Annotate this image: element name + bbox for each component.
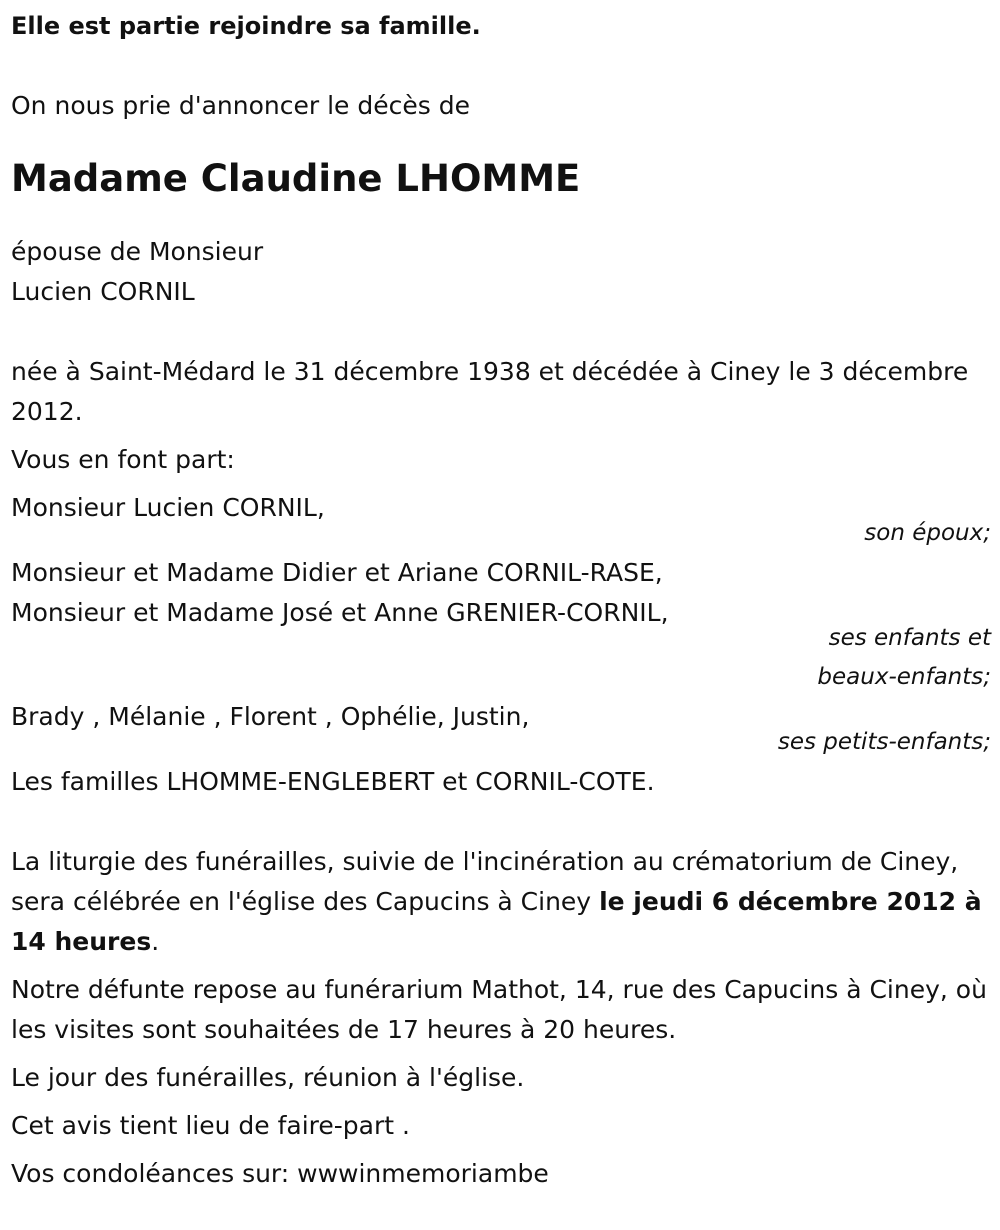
funeral-date: le jeudi 6 décembre 2012 à 14 heures bbox=[11, 887, 982, 956]
family-grandchildren-entry bbox=[11, 697, 991, 762]
funeral-text-before: La liturgie des funérailles, suivie de l'incinération au crématorium de Ciney, sera célébrée en l'église des Capucins à Ciney bbox=[11, 847, 959, 916]
viewing-text: Notre défunte repose au funérarium Mathot, 14, rue des Capucins à Ciney, où les visites sont souhaitées de 17 heures à 20 heures. bbox=[11, 975, 987, 1044]
family-spouse-name: Monsieur Lucien CORNIL, bbox=[11, 493, 325, 522]
family-grandchildren-names: Brady , Mélanie , Florent , Ophélie, Justin, bbox=[11, 702, 530, 731]
family-grandchildren-role: ses petits-enfants; bbox=[777, 729, 991, 755]
family-spouse-role: son époux; bbox=[864, 520, 991, 546]
intro-text: On nous prie d'annoncer le décès de bbox=[11, 91, 470, 120]
condolences-text: Vos condoléances sur: wwwinmemoriambe bbox=[11, 1159, 549, 1188]
spouse-line-1: épouse de Monsieur bbox=[11, 237, 264, 266]
family-other-families: Les familles LHOMME-ENGLEBERT et CORNIL-COTE. bbox=[11, 767, 655, 796]
headline: Elle est partie rejoindre sa famille. bbox=[11, 12, 481, 40]
family-children-line-1: Monsieur et Madame Didier et Ariane CORNIL-RASE, bbox=[11, 558, 663, 587]
spouse-line-2: Lucien CORNIL bbox=[11, 277, 195, 306]
meeting-text: Le jour des funérailles, réunion à l'église. bbox=[11, 1063, 525, 1092]
family-children-role-line-1: ses enfants et bbox=[828, 625, 991, 651]
funeral-text-after: . bbox=[151, 927, 160, 956]
spouse-block bbox=[11, 232, 991, 312]
notice-text: Cet avis tient lieu de faire-part . bbox=[11, 1111, 410, 1140]
family-children-line-2: Monsieur et Madame José et Anne GRENIER-CORNIL, bbox=[11, 598, 669, 627]
funeral-text bbox=[11, 842, 991, 962]
announcers-intro: Vous en font part: bbox=[11, 445, 235, 474]
family-spouse-entry bbox=[11, 488, 991, 553]
family-children-role-line-2: beaux-enfants; bbox=[817, 664, 991, 690]
obituary-notice bbox=[11, 6, 991, 1194]
birth-death-text: née à Saint-Médard le 31 décembre 1938 et décédée à Ciney le 3 décembre 2012. bbox=[11, 357, 969, 426]
family-children-entry bbox=[11, 553, 991, 697]
deceased-name: Madame Claudine LHOMME bbox=[11, 157, 581, 200]
